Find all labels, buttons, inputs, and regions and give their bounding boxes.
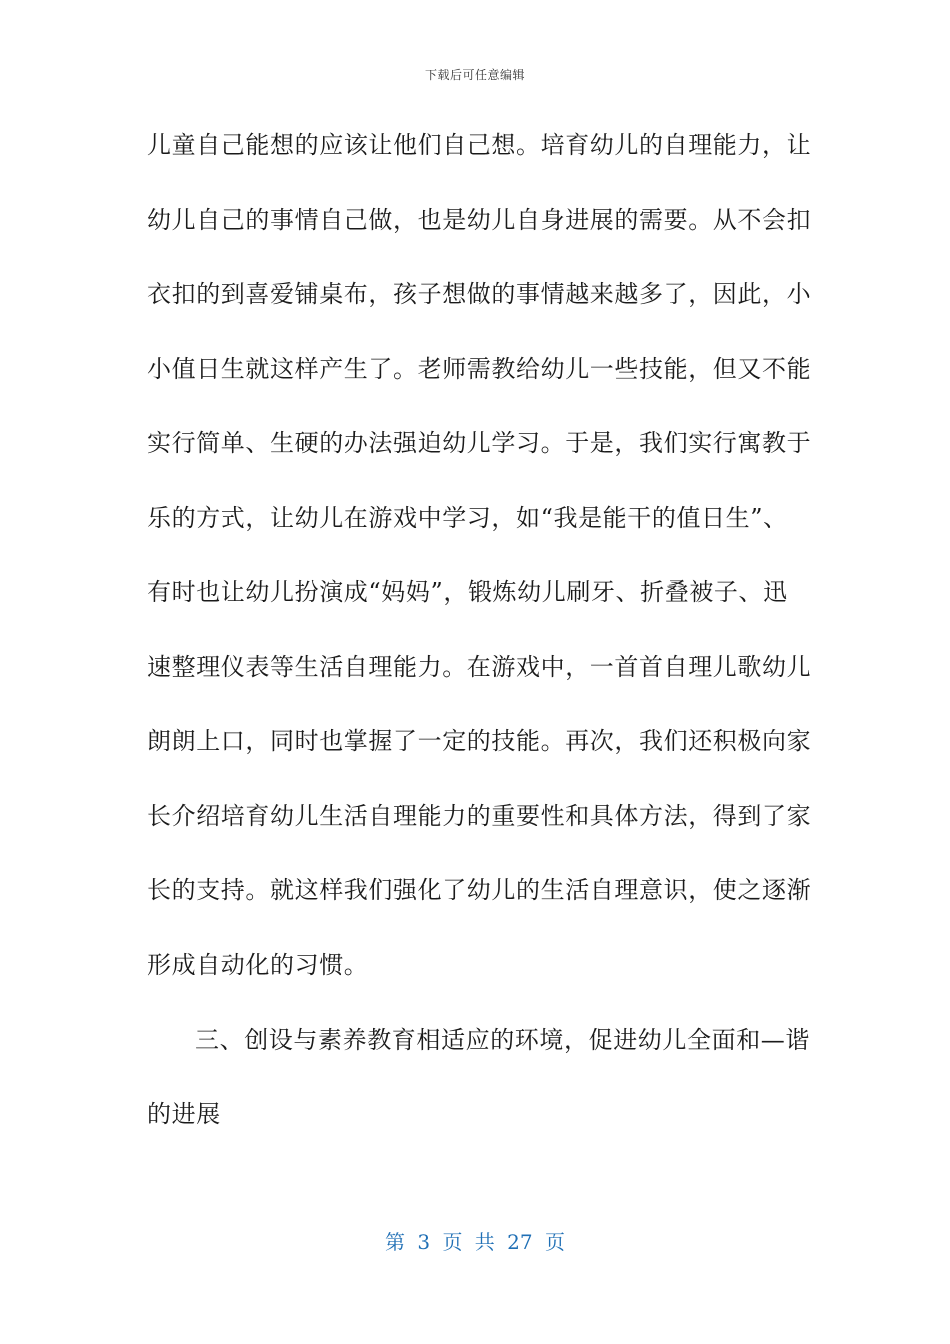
body-line: 实行简单、生硬的办法强迫幼儿学习。于是，我们实行寓教于 xyxy=(147,429,812,457)
body-line: 长介绍培育幼儿生活自理能力的重要性和具体方法，得到了家 xyxy=(147,802,812,830)
body-line: 形成自动化的习惯。 xyxy=(147,951,369,979)
section-heading: 三、创设与素养教育相适应的环境，促进幼儿全面和—谐 xyxy=(195,1026,810,1054)
body-line: 衣扣的到喜爱铺桌布，孩子想做的事情越来越多了，因此，小 xyxy=(147,280,812,308)
page-number: 第 3 页 共 27 页 xyxy=(385,1230,565,1254)
body-line: 长的支持。就这样我们强化了幼儿的生活自理意识，使之逐渐 xyxy=(147,876,812,904)
body-line: 儿童自己能想的应该让他们自己想。培育幼儿的自理能力，让 xyxy=(147,131,812,159)
body-line: 幼儿自己的事情自己做，也是幼儿自身进展的需要。从不会扣 xyxy=(147,206,812,234)
body-line: 小值日生就这样产生了。老师需教给幼儿一些技能，但又不能 xyxy=(147,355,812,383)
body-line: 乐的方式，让幼儿在游戏中学习，如“我是能干的值日生”、 xyxy=(147,504,788,532)
body-line: 有时也让幼儿扮演成“妈妈”，锻炼幼儿刷牙、折叠被子、迅 xyxy=(147,578,788,606)
page-header: 下载后可任意编辑 xyxy=(424,68,525,82)
section-heading-continued: 的进展 xyxy=(147,1100,221,1128)
body-line: 朗朗上口，同时也掌握了一定的技能。再次，我们还积极向家 xyxy=(147,727,812,755)
body-line: 速整理仪表等生活自理能力。在游戏中，一首首自理儿歌幼儿 xyxy=(147,653,812,681)
